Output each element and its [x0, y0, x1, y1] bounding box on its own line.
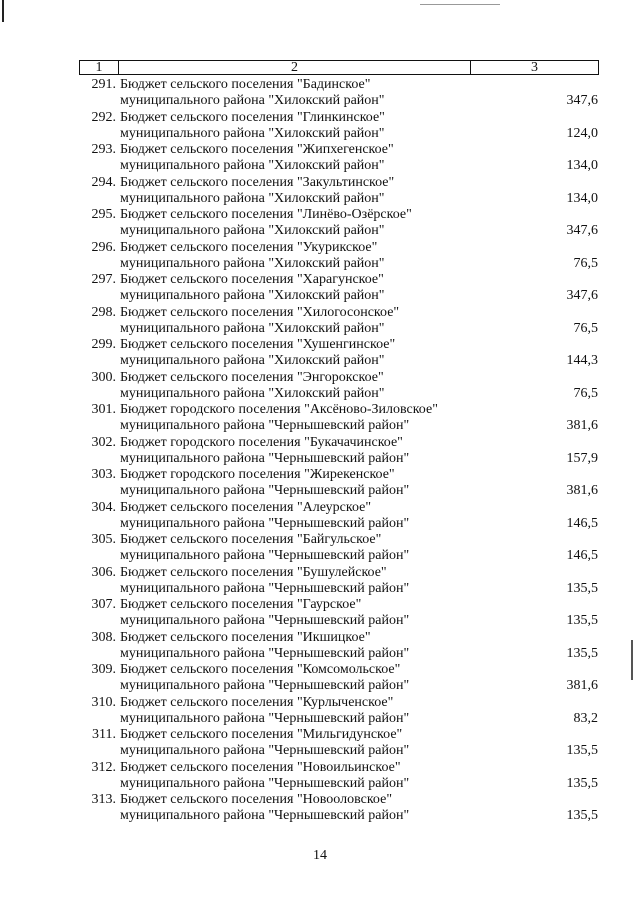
- row-amount: 347,6: [566, 93, 598, 108]
- row-description-line2: муниципального района "Чернышевский район": [120, 515, 410, 531]
- row-amount: 76,5: [573, 385, 598, 401]
- table-row: [0, 760, 640, 793]
- table-row: [0, 597, 640, 630]
- row-amount: 381,6: [566, 678, 598, 693]
- row-description-line1: Бюджет сельского поселения "Линёво-Озёрское": [120, 207, 412, 222]
- table-row: [0, 630, 640, 663]
- row-number: 313.: [91, 792, 116, 807]
- row-description-line2: муниципального района "Хилокский район": [120, 353, 385, 368]
- row-number: 309.: [91, 662, 116, 677]
- row-number: 302.: [91, 434, 116, 450]
- row-number: 296.: [91, 239, 116, 255]
- row-amount: 146,5: [566, 548, 598, 563]
- row-number: 305.: [91, 532, 116, 547]
- row-description-line2: муниципального района "Чернышевский район": [120, 710, 410, 726]
- header-col-2: 2: [119, 61, 471, 74]
- row-description-line1: Бюджет сельского поселения "Комсомольское": [120, 662, 401, 677]
- header-col-3: 3: [531, 60, 538, 75]
- row-description-line1: Бюджет сельского поселения "Жипхегенское": [120, 142, 394, 157]
- table-row: [0, 370, 640, 403]
- table-row: [0, 695, 640, 728]
- table-row: [0, 240, 640, 273]
- table-row: [0, 662, 640, 695]
- row-description-line2: муниципального района "Хилокский район": [120, 190, 385, 206]
- row-amount: 76,5: [573, 320, 598, 336]
- row-description-line1: Бюджет сельского поселения "Мильгидунское": [120, 727, 403, 742]
- row-number: 300.: [91, 369, 116, 385]
- row-description-line1: Бюджет сельского поселения "Укурикское": [120, 239, 378, 255]
- row-number: 308.: [91, 629, 116, 645]
- row-amount: 124,0: [566, 125, 598, 141]
- row-amount: 381,6: [566, 418, 598, 433]
- row-amount: 144,3: [566, 353, 598, 368]
- row-amount: 76,5: [573, 255, 598, 271]
- row-description-line1: Бюджет сельского поселения "Бушулейское": [120, 564, 387, 580]
- row-description-line2: муниципального района "Чернышевский район": [120, 483, 410, 498]
- row-number: 311.: [92, 727, 116, 742]
- row-description-line2: муниципального района "Чернышевский район": [120, 580, 410, 596]
- table-row: [0, 77, 640, 110]
- row-number: 293.: [91, 142, 116, 157]
- row-description-line1: Бюджет сельского поселения "Закультинское": [120, 174, 395, 190]
- row-number: 304.: [91, 499, 116, 515]
- row-amount: 347,6: [566, 223, 598, 238]
- row-description-line1: Бюджет сельского поселения "Новооловское": [120, 792, 393, 807]
- table-row: [0, 175, 640, 208]
- table-row: [0, 142, 640, 175]
- table-row: [0, 792, 640, 825]
- row-amount: 134,0: [566, 158, 598, 173]
- table-body: [0, 77, 640, 825]
- row-amount: 134,0: [566, 190, 598, 206]
- row-description-line1: Бюджет городского поселения "Букачачинское": [120, 434, 403, 450]
- row-description-line1: Бюджет сельского поселения "Алеурское": [120, 499, 372, 515]
- row-description-line2: муниципального района "Чернышевский район": [120, 645, 410, 661]
- table-row: [0, 565, 640, 598]
- row-amount: 135,5: [566, 775, 598, 791]
- row-description-line2: муниципального района "Хилокский район": [120, 320, 385, 336]
- table-header-row: [79, 60, 599, 75]
- row-description-line2: муниципального района "Чернышевский район": [120, 678, 410, 693]
- table-row: [0, 500, 640, 533]
- row-number: 310.: [91, 694, 116, 710]
- row-description-line2: муниципального района "Чернышевский район": [120, 775, 410, 791]
- row-description-line1: Бюджет сельского поселения "Икшицкое": [120, 629, 371, 645]
- row-description-line1: Бюджет сельского поселения "Хилогосонское": [120, 304, 400, 320]
- page-number: 14: [313, 848, 327, 863]
- row-description-line2: муниципального района "Чернышевский район": [120, 613, 410, 628]
- row-description-line1: Бюджет сельского поселения "Бадинское": [120, 77, 371, 92]
- row-number: 295.: [91, 207, 116, 222]
- row-amount: 135,5: [566, 613, 598, 628]
- table-row: [0, 337, 640, 370]
- table-row: [0, 272, 640, 305]
- row-description-line1: Бюджет сельского поселения "Новоильинское": [120, 759, 401, 775]
- table-row: [0, 207, 640, 240]
- row-number: 298.: [91, 304, 116, 320]
- row-amount: 347,6: [566, 288, 598, 303]
- row-description-line2: муниципального района "Хилокский район": [120, 223, 385, 238]
- row-description-line2: муниципального района "Хилокский район": [120, 93, 385, 108]
- row-description-line1: Бюджет сельского поселения "Глинкинское": [120, 109, 385, 125]
- row-description-line2: муниципального района "Хилокский район": [120, 288, 385, 303]
- row-amount: 83,2: [573, 710, 598, 726]
- table-row: [0, 467, 640, 500]
- row-description-line1: Бюджет городского поселения "Аксёново-Зиловское": [120, 402, 438, 417]
- row-description-line2: муниципального района "Хилокский район": [120, 385, 385, 401]
- row-description-line2: муниципального района "Чернышевский район": [120, 418, 410, 433]
- row-number: 303.: [91, 467, 116, 482]
- header-col-1: 1: [80, 61, 119, 74]
- row-description-line1: Бюджет сельского поселения "Байгульское": [120, 532, 382, 547]
- row-description-line1: Бюджет сельского поселения "Хушенгинское": [120, 337, 396, 352]
- row-amount: 157,9: [566, 450, 598, 466]
- table-row: [0, 435, 640, 468]
- row-description-line2: муниципального района "Хилокский район": [120, 158, 385, 173]
- row-amount: 135,5: [566, 743, 598, 758]
- row-number: 292.: [91, 109, 116, 125]
- row-description-line2: муниципального района "Чернышевский район": [120, 743, 410, 758]
- table-row: [0, 110, 640, 143]
- row-description-line1: Бюджет городского поселения "Жирекенское": [120, 467, 395, 482]
- row-description-line1: Бюджет сельского поселения "Гаурское": [120, 597, 362, 612]
- table-row: [0, 727, 640, 760]
- row-amount: 135,5: [566, 808, 598, 823]
- row-description-line1: Бюджет сельского поселения "Энгорокское": [120, 369, 384, 385]
- row-number: 294.: [91, 174, 116, 190]
- row-number: 297.: [91, 272, 116, 287]
- scan-artifact-top: [420, 4, 500, 5]
- row-number: 291.: [91, 77, 116, 92]
- row-amount: 146,5: [566, 515, 598, 531]
- row-description-line2: муниципального района "Чернышевский район": [120, 548, 410, 563]
- row-description-line2: муниципального района "Чернышевский район": [120, 450, 410, 466]
- row-amount: 135,5: [566, 645, 598, 661]
- table-row: [0, 402, 640, 435]
- row-description-line2: муниципального района "Хилокский район": [120, 255, 385, 271]
- row-description-line1: Бюджет сельского поселения "Харагунское": [120, 272, 384, 287]
- row-number: 306.: [91, 564, 116, 580]
- row-number: 301.: [91, 402, 116, 417]
- row-description-line2: муниципального района "Чернышевский район": [120, 808, 410, 823]
- scan-artifact-left: [2, 0, 4, 22]
- table-row: [0, 532, 640, 565]
- row-amount: 135,5: [566, 580, 598, 596]
- row-number: 307.: [91, 597, 116, 612]
- row-description-line2: муниципального района "Хилокский район": [120, 125, 385, 141]
- row-description-line1: Бюджет сельского поселения "Курлыченское": [120, 694, 394, 710]
- row-number: 312.: [91, 759, 116, 775]
- row-amount: 381,6: [566, 483, 598, 498]
- table-row: [0, 305, 640, 338]
- row-number: 299.: [91, 337, 116, 352]
